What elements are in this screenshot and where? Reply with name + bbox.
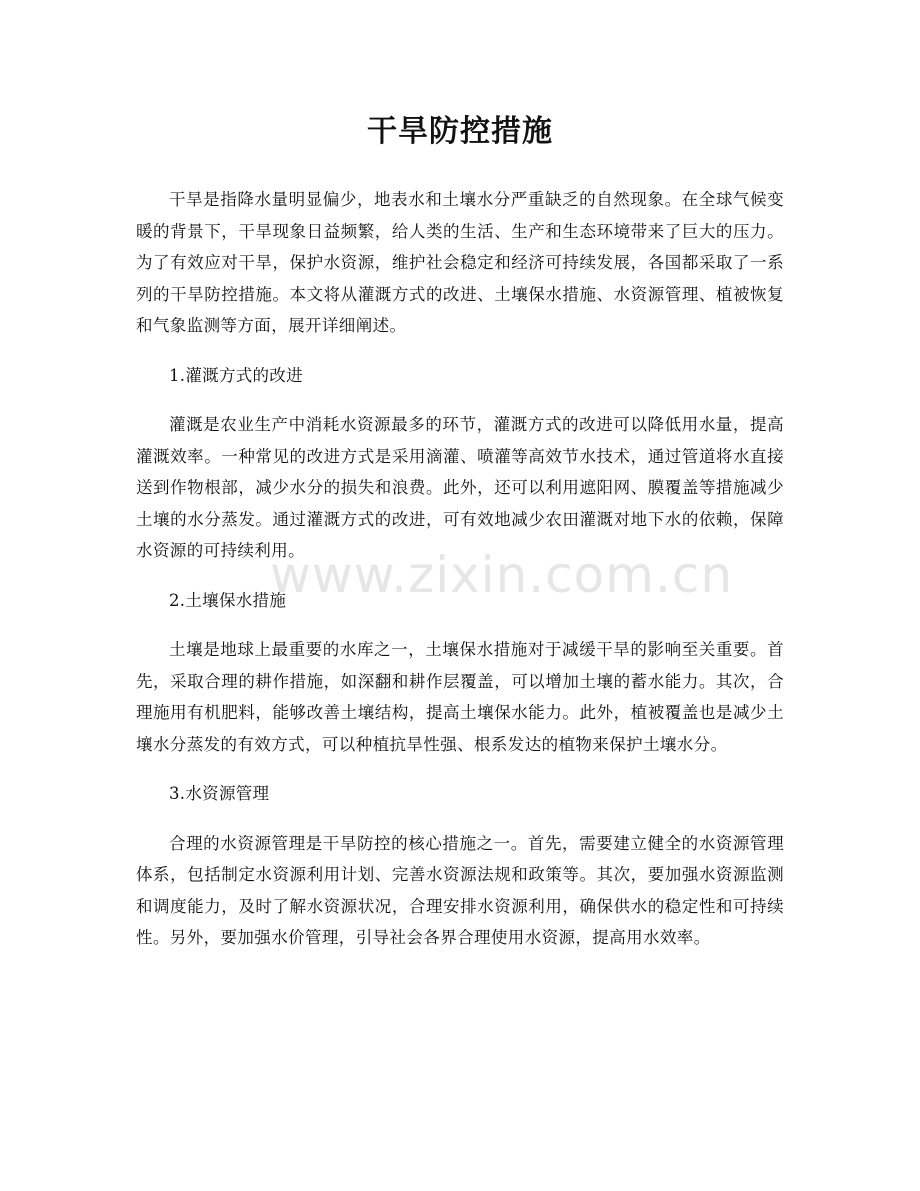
section-heading-water-management: 3.水资源管理 [169, 784, 270, 803]
document-body [136, 184, 784, 972]
section-heading-soil: 2.土壤保水措施 [169, 590, 287, 610]
section-body-water-management: 合理的水资源管理是干旱防控的核心措施之一。首先，需要建立健全的水资源管理体系，包括制定水资源利用计划、完善水资源法规和政策等。其次，要加强水资源监测和调度能力，及时了解水资源状况，合理安排水资源利用，确保供水的稳定性和可持续性。另外，要加强水价管理，引导社会各界合理使用水资源，提高用水效率。 [136, 833, 784, 947]
intro-paragraph: 干旱是指降水量明显偏少，地表水和土壤水分严重缺乏的自然现象。在全球气候变暖的背景下，干旱现象日益频繁，给人类的生活、生产和生态环境带来了巨大的压力。为了有效应对干旱，保护水资源，维护社会稳定和经济可持续发展，各国都采取了一系列的干旱防控措施。本文将从灌溉方式的改进、土壤保水措施、水资源管理、植被恢复和气象监测等方面，展开详细阐述。 [136, 190, 784, 335]
section-heading-irrigation: 1.灌溉方式的改进 [169, 365, 303, 385]
section-body-irrigation: 灌溉是农业生产中消耗水资源最多的环节，灌溉方式的改进可以降低用水量，提高灌溉效率。一种常见的改进方式是采用滴灌、喷灌等高效节水技术，通过管道将水直接送到作物根部，减少水分的损失和浪费。此外，还可以利用遮阳网、膜覆盖等措施减少土壤的水分蒸发。通过灌溉方式的改进，可有效地减少农田灌溉对地下水的依赖，保障水资源的可持续利用。 [136, 415, 784, 560]
document-title: 干旱防控措施 [367, 114, 553, 149]
section-body-soil: 土壤是地球上最重要的水库之一，土壤保水措施对于减缓干旱的影响至关重要。首先，采取合理的耕作措施，如深翻和耕作层覆盖，可以增加土壤的蓄水能力。其次，合理施用有机肥料，能够改善土壤结构，提高土壤保水能力。此外，植被覆盖也是减少土壤水分蒸发的有效方式，可以种植抗旱性强、根系发达的植物来保护土壤水分。 [136, 640, 784, 754]
watermark: www.zixin.com.cn [270, 546, 734, 604]
